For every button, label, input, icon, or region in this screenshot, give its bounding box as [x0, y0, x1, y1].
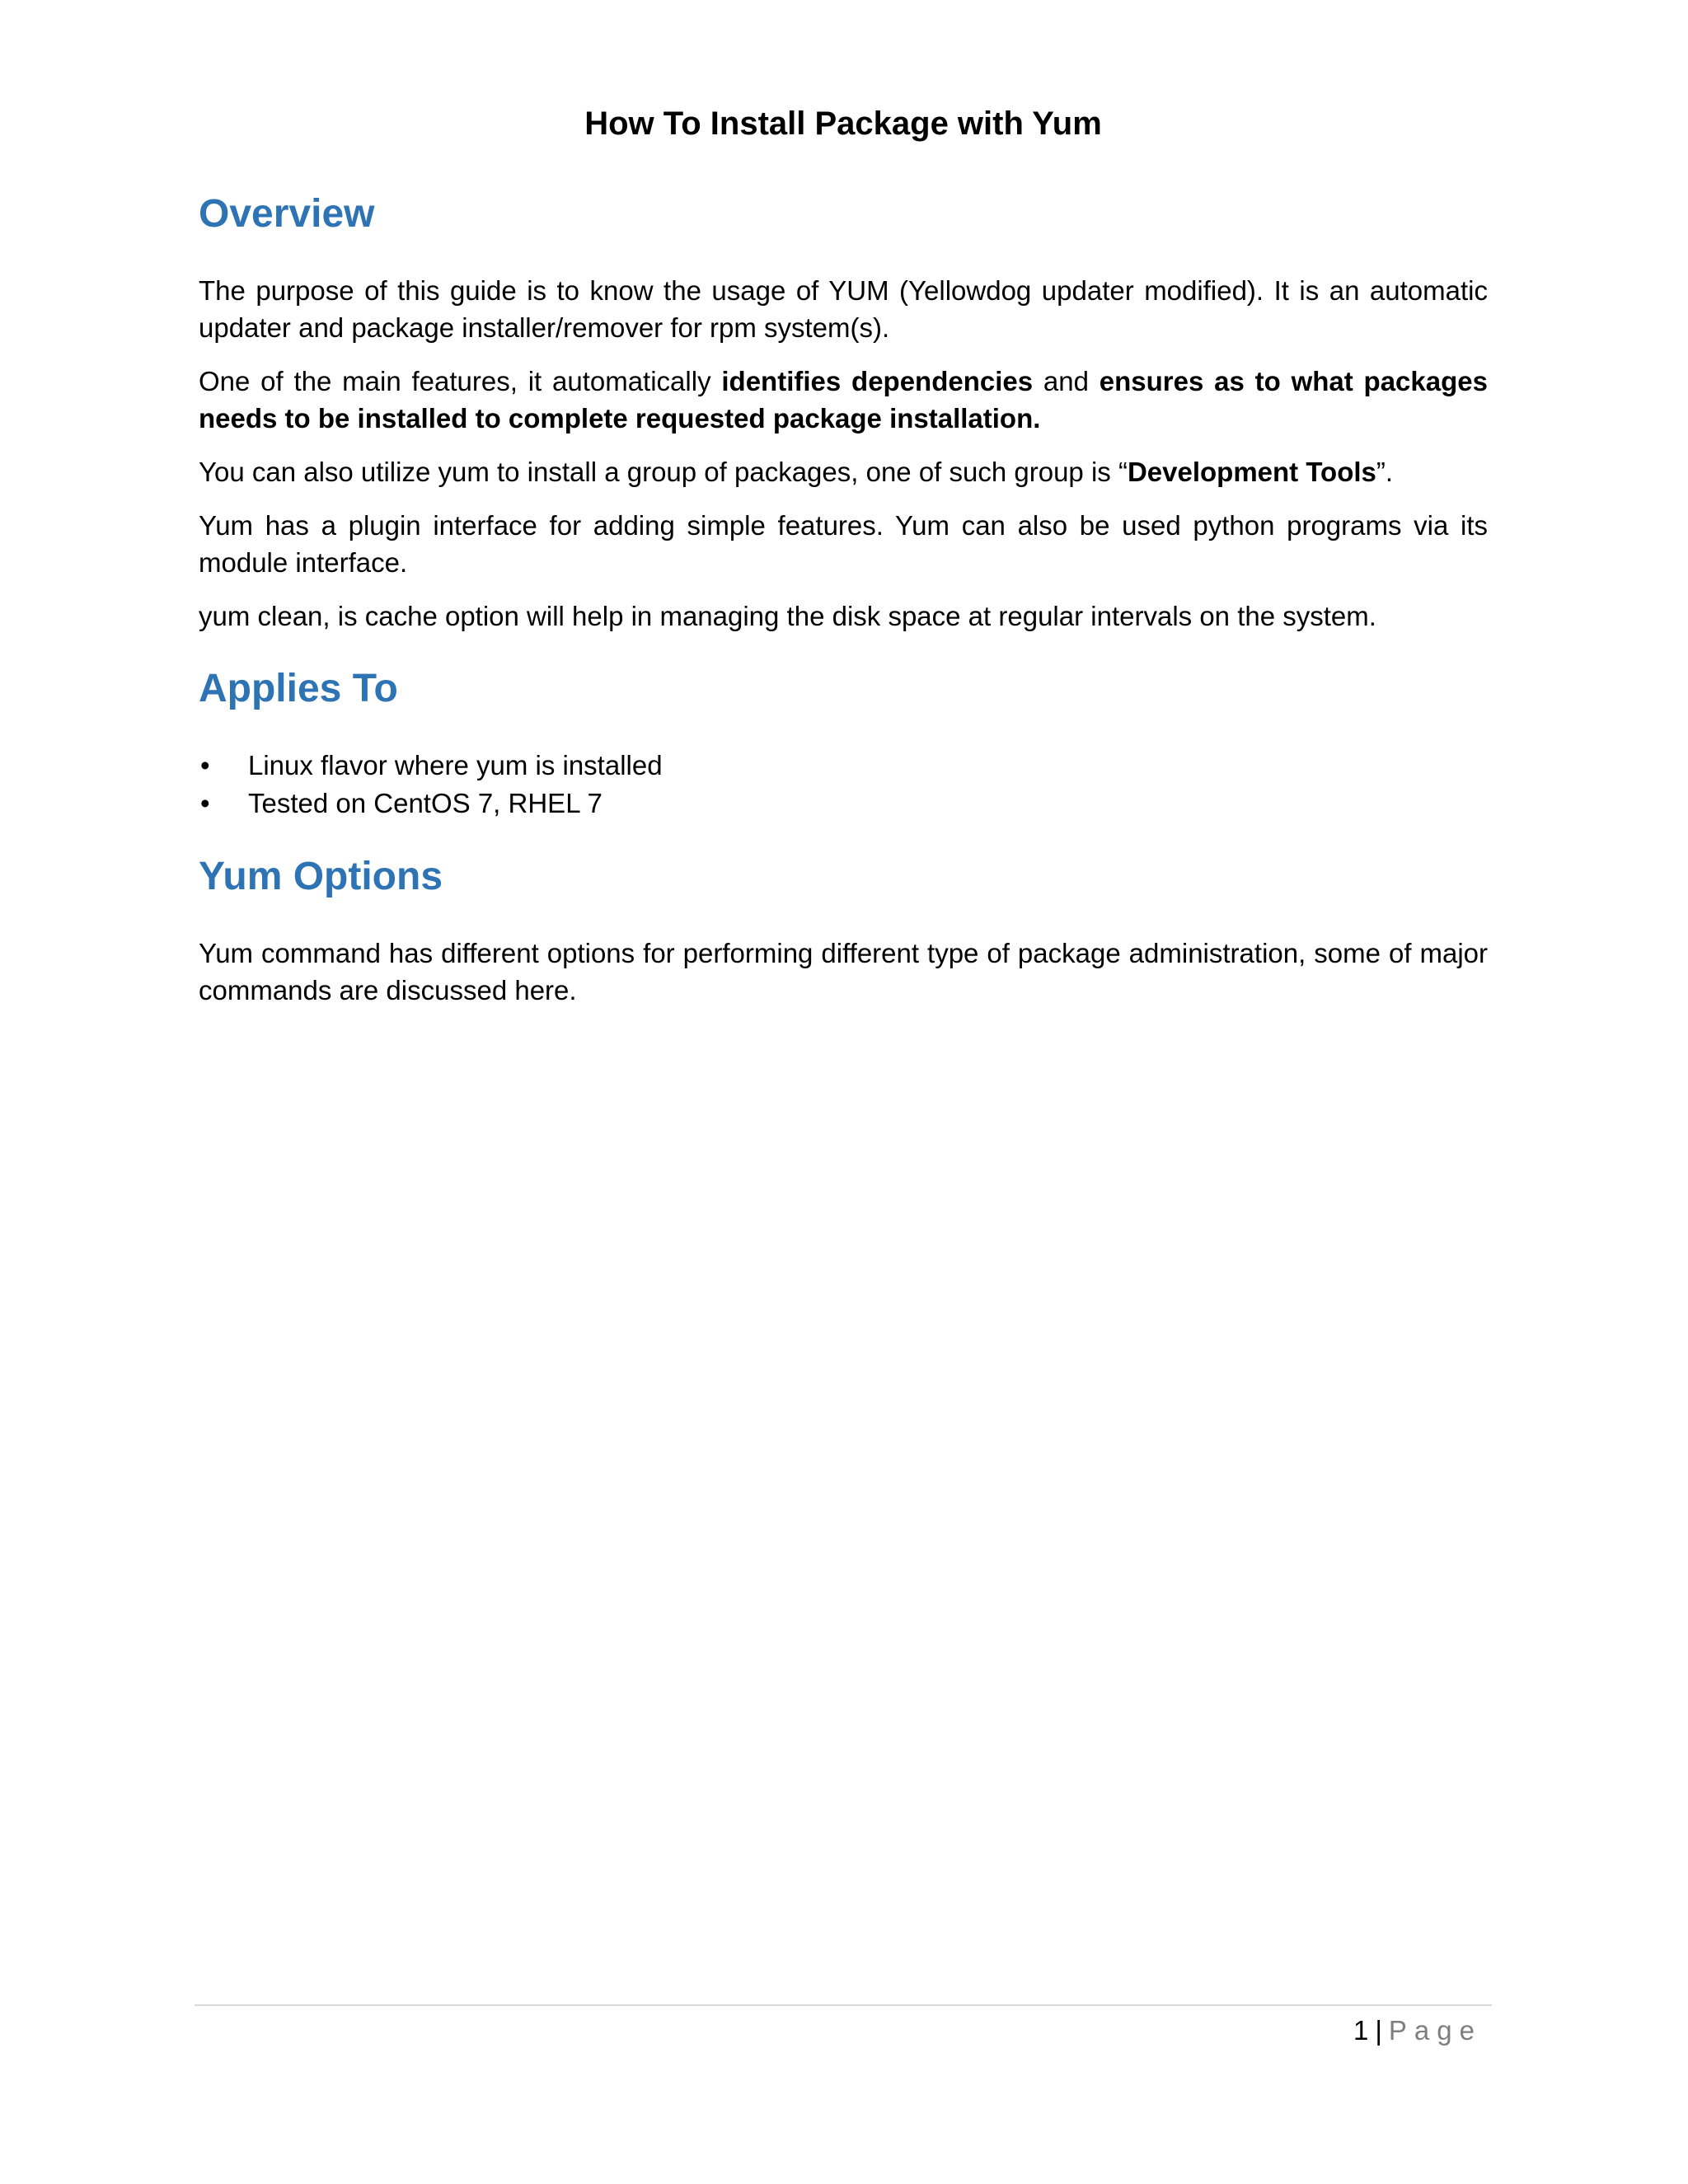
overview-paragraph-2-bold-a: identifies dependencies: [721, 366, 1034, 396]
list-item: [199, 747, 1488, 785]
overview-paragraph-3-text-a: You can also utilize yum to install a group of packages, one of such group is “: [199, 457, 1128, 487]
bullet-icon: •: [200, 788, 210, 818]
overview-paragraph-2-text-a: One of the main features, it automatically: [199, 366, 722, 396]
list-item-text: Linux flavor where yum is installed: [248, 750, 663, 780]
overview-paragraph-4: Yum has a plugin interface for adding simple features. Yum can also be used python programs via its module interface.: [199, 510, 1488, 578]
footer-divider: [195, 2004, 1492, 2006]
applies-to-heading: Applies To: [199, 667, 398, 710]
list-item: [199, 785, 1488, 823]
page-footer: [1353, 2012, 1482, 2050]
page-content: [199, 97, 1488, 1025]
overview-paragraph-3: [199, 453, 1488, 490]
overview-paragraph-3-text-b: ”.: [1376, 457, 1394, 487]
overview-heading: Overview: [199, 192, 375, 236]
page-label: Page: [1388, 2015, 1482, 2046]
overview-paragraph-1: The purpose of this guide is to know the usage of YUM (Yellowdog updater modified). It is an automatic updater and package installer/remover for rpm system(s).: [199, 275, 1488, 343]
list-item-text: Tested on CentOS 7, RHEL 7: [248, 788, 603, 818]
overview-paragraph-3-bold: Development Tools: [1127, 457, 1376, 487]
footer-separator: |: [1375, 2015, 1382, 2046]
bullet-icon: •: [200, 750, 210, 780]
overview-paragraph-2: [199, 363, 1488, 437]
yum-options-heading: Yum Options: [199, 855, 443, 898]
yum-options-paragraph-1: Yum command has different options for performing different type of package administration, some of major commands are discussed here.: [199, 938, 1488, 1005]
applies-to-list: [199, 747, 1488, 823]
document-title: How To Install Package with Yum: [584, 105, 1102, 142]
page-number: 1: [1353, 2015, 1369, 2046]
overview-paragraph-5: yum clean, is cache option will help in managing the disk space at regular intervals on the system.: [199, 601, 1376, 631]
overview-paragraph-2-text-b: and: [1033, 366, 1100, 396]
overview-paragraph-2-bold-b: ensures as to what packages needs to be installed to complete requested package installation.: [199, 366, 1488, 434]
